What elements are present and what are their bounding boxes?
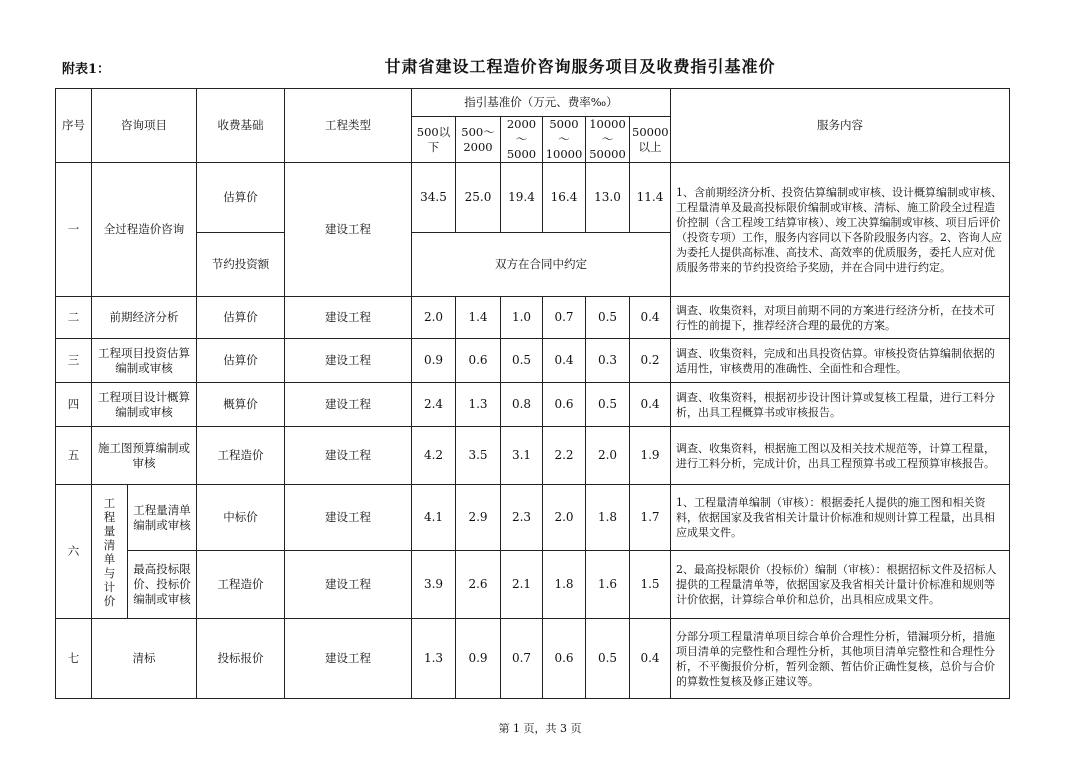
row-type: 建设工程: [285, 619, 412, 699]
price-cell: 1.3: [412, 619, 456, 699]
fee-table: [55, 88, 1010, 699]
row-service: 1、工程量清单编制（审核）：根据委托人提供的施工图和相关资料，依据国家及我省相关计量计价标准和规则计算工程量，出具相应成果文件。: [671, 485, 1010, 551]
price-cell: 0.4: [543, 339, 586, 383]
row-item: 前期经济分析: [92, 297, 197, 339]
tier-header: 5000～10000: [543, 117, 586, 163]
price-cell: 0.5: [586, 619, 630, 699]
annex-label: 附表1：: [62, 62, 111, 77]
price-cell: 0.5: [501, 339, 543, 383]
row-item: 工程项目设计概算编制或审核: [92, 383, 197, 427]
row-basis: 估算价: [197, 163, 285, 233]
price-cell: 34.5: [412, 163, 456, 233]
price-cell: 1.8: [543, 551, 586, 619]
price-cell: 0.6: [543, 383, 586, 427]
price-cell: 2.1: [501, 551, 543, 619]
price-cell: 0.9: [412, 339, 456, 383]
price-cell: 1.4: [456, 297, 501, 339]
price-cell: 2.3: [501, 485, 543, 551]
price-cell: 0.2: [630, 339, 671, 383]
row-type: 建设工程: [285, 297, 412, 339]
price-cell: 0.3: [586, 339, 630, 383]
price-cell: 2.0: [412, 297, 456, 339]
price-cell: 0.5: [586, 383, 630, 427]
price-cell: 1.8: [586, 485, 630, 551]
tier-header: 10000～50000: [586, 117, 630, 163]
price-cell: 0.4: [630, 297, 671, 339]
row-service: 分部分项工程量清单项目综合单价合理性分析，错漏项分析，措施项目清单的完整性和合理性分析，其他项目清单完整性和合理性分析，不平衡报价分析，暂列金额、暂估价正确性复核，总价与合价的算数性复核及修正建议等。: [671, 619, 1010, 699]
row-type: 建设工程: [285, 163, 412, 297]
row-basis: 中标价: [197, 485, 285, 551]
price-cell: 25.0: [456, 163, 501, 233]
table-row: [56, 485, 1010, 551]
header-basis: 收费基础: [197, 89, 285, 163]
header-item: 咨询项目: [92, 89, 197, 163]
price-cell: 0.9: [456, 619, 501, 699]
price-cell: 1.7: [630, 485, 671, 551]
price-cell: 0.7: [543, 297, 586, 339]
price-cell: 1.9: [630, 427, 671, 485]
price-cell: 0.5: [586, 297, 630, 339]
row-group-label: [92, 485, 128, 619]
price-cell: 0.4: [630, 383, 671, 427]
price-cell: 2.9: [456, 485, 501, 551]
header-service: 服务内容: [671, 89, 1010, 163]
price-cell: 4.1: [412, 485, 456, 551]
price-cell: 11.4: [630, 163, 671, 233]
row-type: 建设工程: [285, 383, 412, 427]
price-cell: 4.2: [412, 427, 456, 485]
table-row: [56, 551, 1010, 619]
row-item: 全过程造价咨询: [92, 163, 197, 297]
row-type: 建设工程: [285, 551, 412, 619]
table-row: [56, 427, 1010, 485]
header-price-group: 指引基准价（万元、费率‰）: [412, 89, 671, 117]
price-cell: 16.4: [543, 163, 586, 233]
row-item: 最高投标限价、投标价编制或审核: [128, 551, 197, 619]
tier-header: 500以下: [412, 117, 456, 163]
price-cell: 1.6: [586, 551, 630, 619]
price-cell: 0.4: [630, 619, 671, 699]
row-seq: 五: [56, 427, 92, 485]
tier-header: 2000～5000: [501, 117, 543, 163]
table-row: [56, 619, 1010, 699]
row-seq: 七: [56, 619, 92, 699]
header-type: 工程类型: [285, 89, 412, 163]
row-item: 工程项目投资估算编制或审核: [92, 339, 197, 383]
row-basis: 工程造价: [197, 551, 285, 619]
row-service: 1、含前期经济分析、投资估算编制或审核、设计概算编制或审核、工程量清单及最高投标限价编制或审核、清标、施工阶段全过程造价控制（含工程竣工结算审核）、竣工决算编制或审核、项目后评价（投资专项）工作，服务内容同以下各阶段服务内容。2、咨询人应为委托人提供高标准、高技术、高效率的优质服务，委托人应对优质服务带来的节约投资给予奖励，并在合同中进行约定。: [671, 163, 1010, 297]
table-row: [56, 383, 1010, 427]
row-service: 调查、收集资料，根据施工图以及相关技术规范等，计算工程量，进行工料分析，完成计价，出具工程预算书或工程预算审核报告。: [671, 427, 1010, 485]
row-seq: 二: [56, 297, 92, 339]
price-cell: 1.3: [456, 383, 501, 427]
row-type: 建设工程: [285, 427, 412, 485]
price-cell: 2.2: [543, 427, 586, 485]
price-cell: 3.9: [412, 551, 456, 619]
row-basis: 工程造价: [197, 427, 285, 485]
row-seq: 四: [56, 383, 92, 427]
price-cell: 0.6: [456, 339, 501, 383]
price-cell: 3.1: [501, 427, 543, 485]
price-cell: 0.7: [501, 619, 543, 699]
row-basis: 估算价: [197, 339, 285, 383]
row-service: 调查、收集资料，根据初步设计图计算或复核工程量，进行工料分析，出具工程概算书或审核报告。: [671, 383, 1010, 427]
row-basis: 估算价: [197, 297, 285, 339]
agreed-cell: 双方在合同中约定: [412, 233, 671, 297]
row-service: 2、最高投标限价（投标价）编制（审核）：根据招标文件及招标人提供的工程量清单等，依据国家及我省相关计量计价标准和规则等计价依据，计算综合单价和总价，出具相应成果文件。: [671, 551, 1010, 619]
row-item: 工程量清单编制或审核: [128, 485, 197, 551]
row-seq: 一: [56, 163, 92, 297]
row-basis: 概算价: [197, 383, 285, 427]
tier-header: 50000以上: [630, 117, 671, 163]
page-title: 甘肃省建设工程造价咨询服务项目及收费指引基准价: [384, 57, 776, 76]
table-row: [56, 339, 1010, 383]
price-cell: 2.0: [586, 427, 630, 485]
page-footer: 第 1 页，共 3 页: [498, 722, 582, 735]
price-cell: 0.8: [501, 383, 543, 427]
price-cell: 2.6: [456, 551, 501, 619]
row-group-text: 工程量清单与计价: [103, 495, 116, 608]
price-cell: 1.5: [630, 551, 671, 619]
row-basis: 投标报价: [197, 619, 285, 699]
tier-header: 500～2000: [456, 117, 501, 163]
row-type: 建设工程: [285, 339, 412, 383]
price-cell: 2.0: [543, 485, 586, 551]
price-cell: 19.4: [501, 163, 543, 233]
row-seq: 六: [56, 485, 92, 619]
row-type: 建设工程: [285, 485, 412, 551]
table-row: [56, 297, 1010, 339]
table-row: [56, 163, 1010, 233]
row-item: 施工图预算编制或审核: [92, 427, 197, 485]
price-cell: 3.5: [456, 427, 501, 485]
price-cell: 2.4: [412, 383, 456, 427]
price-cell: 1.0: [501, 297, 543, 339]
header-seq: 序号: [56, 89, 92, 163]
row-seq: 三: [56, 339, 92, 383]
row-service: 调查、收集资料，对项目前期不同的方案进行经济分析，在技术可行性的前提下，推荐经济合理的最优的方案。: [671, 297, 1010, 339]
price-cell: 13.0: [586, 163, 630, 233]
header-row: [56, 89, 1010, 117]
price-cell: 0.6: [543, 619, 586, 699]
row-item: 清标: [92, 619, 197, 699]
row-basis: 节约投资额: [197, 233, 285, 297]
row-service: 调查、收集资料，完成和出具投资估算。审核投资估算编制依据的适用性，审核费用的准确性、全面性和合理性。: [671, 339, 1010, 383]
